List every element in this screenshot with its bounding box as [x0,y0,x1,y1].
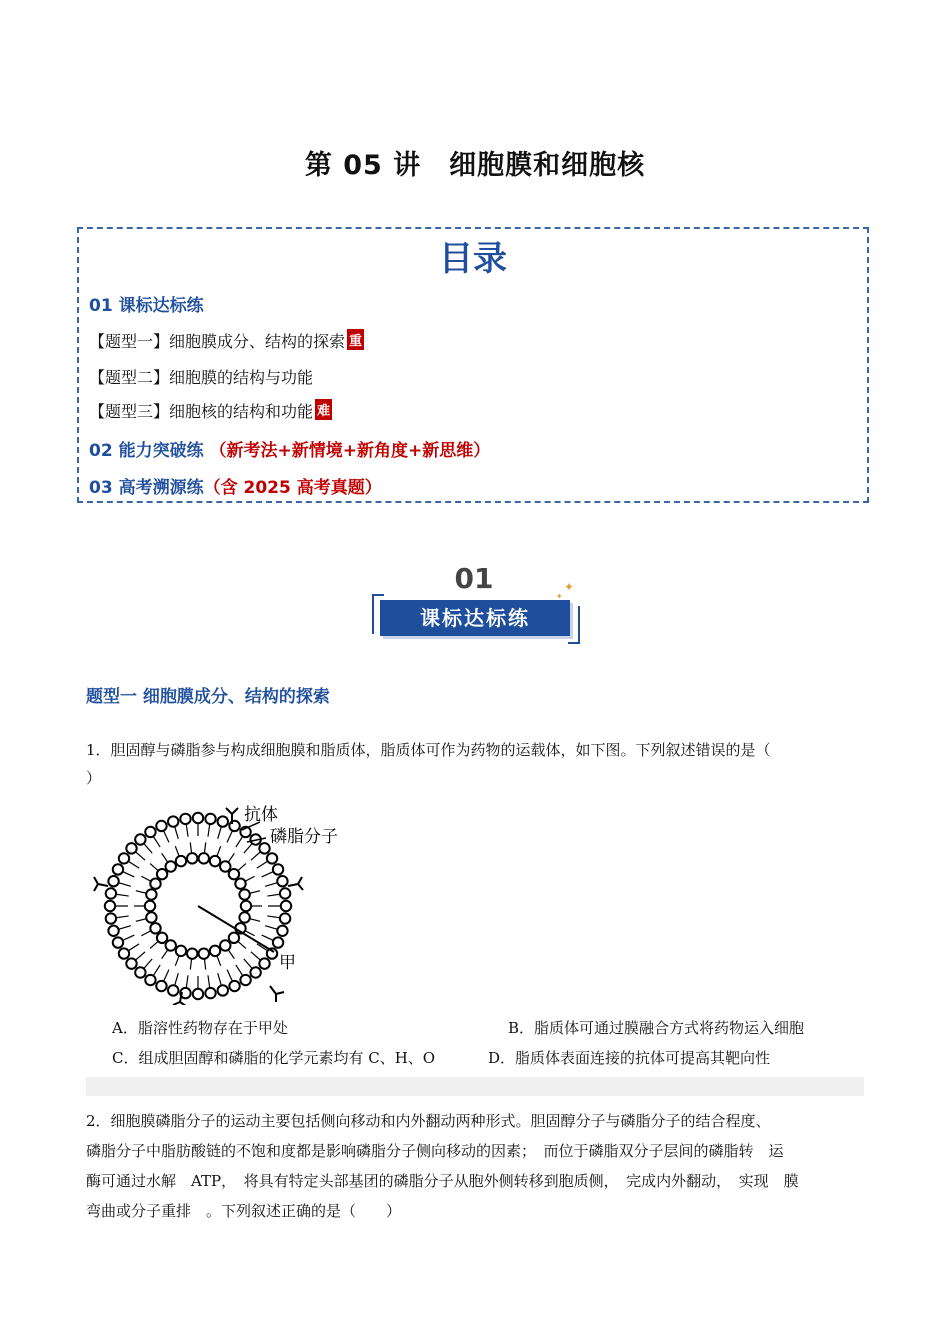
phospholipid-head [180,814,190,824]
sparkle-icon: ✦ [556,592,563,601]
phospholipid-head [241,901,251,911]
phospholipid-head [168,816,178,826]
banner-number: 01 [454,562,494,595]
toc-section-2-note: （新考法+新情境+新角度+新思维） [209,441,491,461]
phospholipid-head [106,888,116,898]
option-a[interactable]: A．脂溶性药物存在于甲处 [112,1019,288,1037]
phospholipid-head [187,853,197,863]
question-2-line: 弯曲或分子重排 。下列叙述正确的是（ ） [86,1202,402,1220]
phospholipid-head [176,946,186,956]
phospholipid-head [281,901,291,911]
phospholipid-head [146,889,156,899]
phospholipid-head [259,958,269,968]
phospholipid-head [239,889,249,899]
phospholipid-head [210,856,220,866]
toc-item-label: 【题型三】细胞核的结构和功能 [89,402,314,421]
phospholipid-head [156,981,166,991]
toc-item-2[interactable] [89,365,313,388]
table-of-contents [77,227,869,503]
phospholipid-head [135,967,145,977]
section-title: 题型一 细胞膜成分、结构的探索 [86,687,330,707]
phospholipid-head [157,869,167,879]
page-title: 第 05 讲 细胞膜和细胞核 [304,150,646,181]
phospholipid-head [240,975,250,985]
phospholipid-head [106,913,116,923]
phospholipid-head [280,888,290,898]
phospholipid-head [119,948,129,958]
sparkle-icon: ✦ [564,580,575,594]
phospholipid-head [157,933,167,943]
phospholipid-label: 磷脂分子 [270,827,338,847]
phospholipid-head [176,856,186,866]
toc-section-3-note: （含 2025 高考真题） [203,478,382,498]
phospholipid-head [229,821,239,831]
phospholipid-head [205,988,215,998]
pointer-line [198,906,274,952]
question-2-stem [86,1106,866,1226]
phospholipid-head [150,923,160,933]
question-2-line: 磷脂分子中脂肪酸链的不饱和度都是影响磷脂分子侧向移动的因素； 而位于磷脂双分子层间的磷脂转 运 [86,1142,784,1160]
question-1-line: ） [86,769,102,787]
phospholipid-head [126,843,136,853]
question-1-line: 1．胆固醇与磷脂参与构成细胞膜和脂质体，脂质体可作为药物的运载体，如下图。下列叙述错误的是（ [86,741,771,759]
phospholipid-head [220,940,230,950]
phospholipid-head [150,878,160,888]
phospholipid-head [273,864,283,874]
phospholipid-head [187,948,197,958]
phospholipid-head [145,975,155,985]
liposome-diagram [92,800,362,1005]
phospholipid-head [113,937,123,947]
phospholipid-head [199,948,209,958]
phospholipid-head [108,926,118,936]
question-2-line: 2．细胞膜磷脂分子的运动主要包括侧向移动和内外翻动两种形式。胆固醇分子与磷脂分子的结合程度、 [86,1112,771,1130]
phospholipid-head [277,926,287,936]
toc-item-3[interactable] [89,399,332,422]
phospholipid-head [166,940,176,950]
toc-section-1[interactable]: 01 课标达标练 [89,296,204,316]
toc-section-2[interactable] [89,436,490,461]
phospholipid-head [220,861,230,871]
phospholipid-head [108,876,118,886]
phospholipid-head [135,834,145,844]
phospholipid-head [218,816,228,826]
phospholipid-head [205,814,215,824]
phospholipid-head [166,861,176,871]
option-d[interactable]: D．脂质体表面连接的抗体可提高其靶向性 [488,1049,771,1067]
phospholipid-head [273,937,283,947]
phospholipid-head [105,901,115,911]
phospholipid-head [193,989,203,999]
phospholipid-head [199,853,209,863]
option-c[interactable]: C．组成胆固醇和磷脂的化学元素均有 C、H、O [112,1049,436,1067]
liposome-figure [92,800,362,1005]
phospholipid-head [145,901,155,911]
phospholipid-head [126,958,136,968]
toc-section-3[interactable] [89,473,382,498]
question-2-line: 酶可通过水解 ATP， 将具有特定头部基团的磷脂分子从胞外侧转移到胞质侧， 完成内外翻动， 实现 膜 [86,1172,799,1190]
phospholipid-head [277,876,287,886]
phospholipid-head [280,913,290,923]
phospholipid-head [259,843,269,853]
phospholipid-head [210,946,220,956]
toc-item-label: 【题型二】细胞膜的结构与功能 [89,368,314,387]
toc-heading: 目录 [439,239,507,279]
phospholipid-head [193,813,203,823]
option-b[interactable]: B．脂质体可通过膜融合方式将药物运入细胞 [508,1019,805,1037]
phospholipid-head [156,821,166,831]
phospholipid-head [229,869,239,879]
phospholipid-head [218,985,228,995]
toc-item-label: 【题型一】细胞膜成分、结构的探索 [89,332,346,351]
phospholipid-head [168,985,178,995]
banner-label: 课标达标练 [380,600,570,636]
phospholipid-head [145,827,155,837]
phospholipid-head [119,853,129,863]
phospholipid-head [229,981,239,991]
key-badge: 重 [347,329,364,350]
difficult-badge: 难 [315,399,332,420]
phospholipid-head [229,933,239,943]
phospholipid-head [235,878,245,888]
answer-divider [86,1077,864,1096]
antibody-label: 抗体 [244,805,278,825]
phospholipid-head [267,853,277,863]
question-1-stem [86,736,866,792]
phospholipid-head [239,912,249,922]
jia-label: 甲 [279,953,296,973]
phospholipid-head [146,912,156,922]
toc-section-2-label: 02 能力突破练 [89,441,204,461]
phospholipid-head [113,864,123,874]
toc-item-1[interactable] [89,329,364,352]
phospholipid-head [250,967,260,977]
section-banner [370,562,582,644]
toc-section-3-label: 03 高考溯源练 [89,478,204,498]
